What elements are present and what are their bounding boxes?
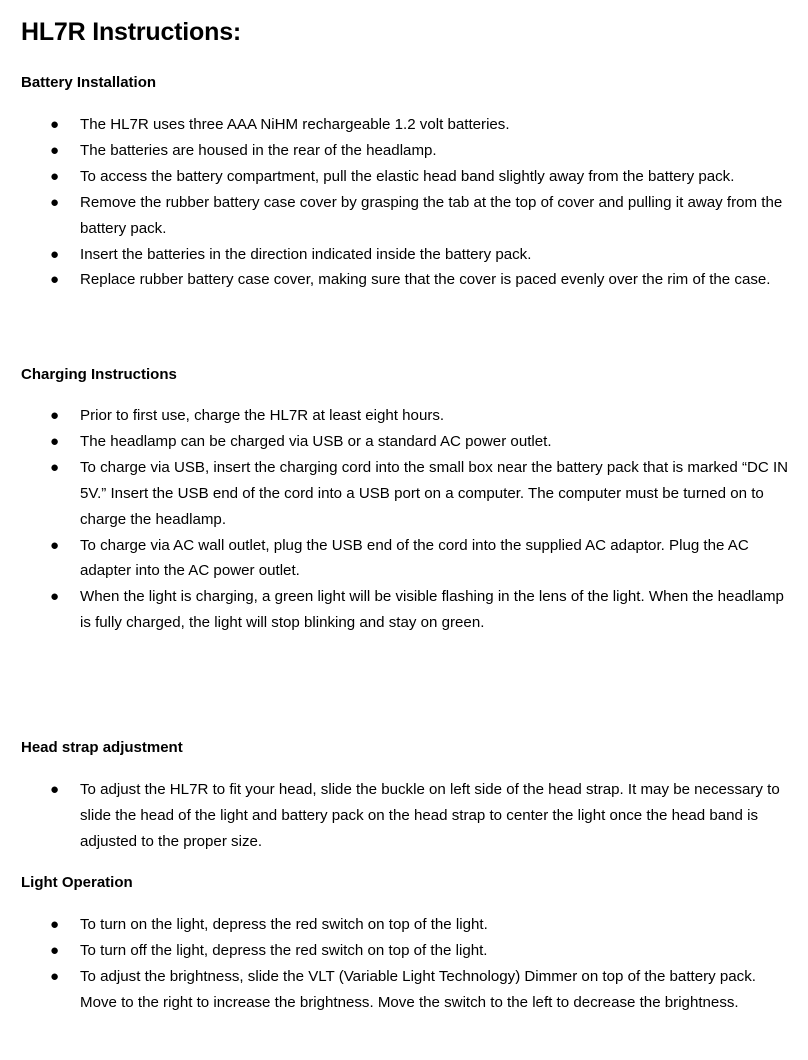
list-item-text: The batteries are housed in the rear of the headlamp. [80, 141, 437, 159]
list-item [0, 267, 790, 293]
list-item-text: To turn off the light, depress the red switch on top of the light. [80, 941, 488, 959]
list-item [0, 777, 790, 855]
list-item [0, 403, 790, 429]
bullet-icon: ● [50, 916, 60, 933]
list-item-text: To adjust the brightness, slide the VLT (Variable Light Technology) Dimmer on top of the battery pack. Move to the right to increase the brightness. Move the switch to the left to decrease the brightness. [80, 967, 756, 1011]
list-item [0, 190, 790, 242]
bullet-icon: ● [50, 245, 60, 263]
bullet-icon: ● [50, 141, 60, 159]
list-item [0, 533, 790, 585]
list-item-text: To charge via AC wall outlet, plug the USB end of the cord into the supplied AC adaptor. Plug the AC adapter into the AC power outlet. [80, 536, 749, 580]
bullet-icon: ● [50, 407, 60, 424]
list-item-text: To adjust the HL7R to fit your head, slide the buckle on left side of the head strap. It may be necessary to slide the head of the light and battery pack on the head strap to center the light once the head band is adjusted to the proper size. [80, 781, 780, 850]
bullet-icon: ● [50, 781, 60, 798]
list-item [0, 164, 790, 190]
bullet-icon: ● [50, 432, 60, 450]
section-heading-head-strap-adjustment: Head strap adjustment [21, 739, 183, 756]
list-item-text: When the light is charging, a green light will be visible flashing in the lens of the light. When the headlamp is fully charged, the light will stop blinking and stay on green. [80, 588, 784, 632]
list-item [0, 138, 790, 164]
section-heading-light-operation: Light Operation [21, 874, 133, 891]
bullet-icon: ● [50, 536, 60, 554]
charging-instructions-list [0, 403, 790, 636]
battery-installation-list [0, 112, 790, 293]
bullet-icon: ● [50, 193, 60, 211]
document-title: HL7R Instructions: [21, 18, 242, 46]
list-item [0, 938, 790, 964]
bullet-icon: ● [50, 588, 60, 606]
list-item-text: To access the battery compartment, pull the elastic head band slightly away from the battery pack. [80, 167, 735, 185]
list-item [0, 112, 790, 138]
list-item [0, 455, 790, 533]
list-item-text: The HL7R uses three AAA NiHM rechargeable 1.2 volt batteries. [80, 116, 510, 133]
bullet-icon: ● [50, 116, 60, 133]
section-heading-battery-installation: Battery Installation [21, 74, 157, 91]
section-heading-charging-instructions: Charging Instructions [21, 366, 177, 383]
bullet-icon: ● [50, 167, 60, 185]
head-strap-adjustment-list [0, 777, 790, 855]
list-item-text: To charge via USB, insert the charging cord into the small box near the battery pack that is marked “DC IN 5V.” Insert the USB end of the cord into a USB port on a computer. The computer must be turned on to charge the headlamp. [80, 458, 789, 528]
list-item-text: Insert the batteries in the direction indicated inside the battery pack. [80, 245, 532, 263]
list-item [0, 912, 790, 938]
bullet-icon: ● [50, 941, 60, 959]
list-item-text: To turn on the light, depress the red switch on top of the light. [80, 916, 488, 933]
list-item [0, 242, 790, 268]
bullet-icon: ● [50, 271, 60, 289]
list-item [0, 584, 790, 636]
list-item [0, 429, 790, 455]
list-item [0, 964, 790, 1016]
bullet-icon: ● [50, 458, 60, 476]
light-operation-list [0, 912, 790, 1016]
list-item-text: Prior to first use, charge the HL7R at least eight hours. [80, 407, 445, 424]
list-item-text: Replace rubber battery case cover, making sure that the cover is paced evenly over the rim of the case. [80, 271, 771, 289]
bullet-icon: ● [50, 967, 60, 985]
list-item-text: The headlamp can be charged via USB or a standard AC power outlet. [80, 432, 552, 450]
list-item-text: Remove the rubber battery case cover by grasping the tab at the top of cover and pulling it away from the battery pack. [80, 193, 783, 237]
